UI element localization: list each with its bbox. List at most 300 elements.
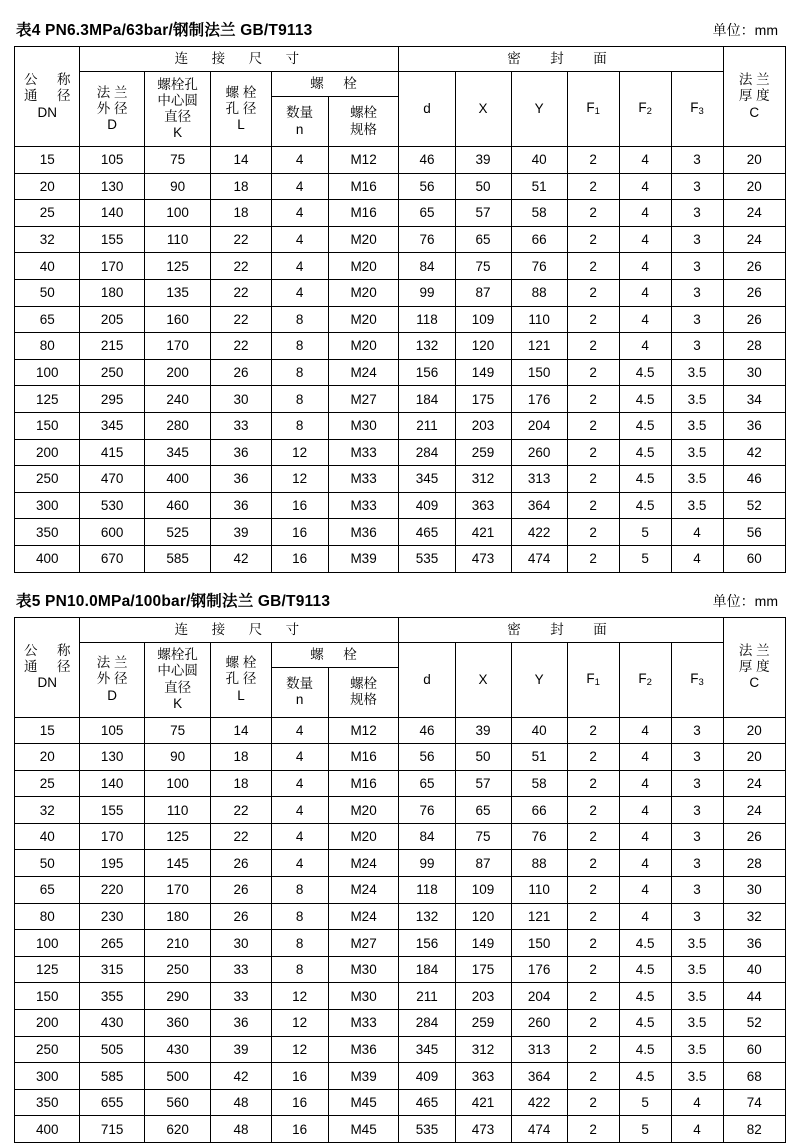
cell-k: 100 [144, 770, 210, 797]
cell-d: 215 [80, 333, 144, 360]
header-cell-f2: $F_2$ [619, 642, 671, 717]
cell-x: 65 [455, 226, 511, 253]
cell-d2: 535 [399, 1116, 455, 1143]
cell-l: 39 [211, 519, 271, 546]
cell-spec: M16 [328, 770, 399, 797]
cell-x: 421 [455, 1089, 511, 1116]
cell-l: 26 [211, 903, 271, 930]
cell-k: 525 [144, 519, 210, 546]
cell-f3: 3 [671, 877, 723, 904]
cell-d2: 84 [399, 823, 455, 850]
cell-f2: 5 [619, 545, 671, 572]
cell-c: 26 [723, 823, 785, 850]
cell-spec: M45 [328, 1089, 399, 1116]
cell-spec: M24 [328, 903, 399, 930]
cell-y: 260 [511, 439, 567, 466]
cell-n: 16 [271, 1116, 328, 1143]
cell-c: 26 [723, 253, 785, 280]
header-cell-y: Y [511, 72, 567, 147]
cell-n: 8 [271, 306, 328, 333]
cell-spec: M27 [328, 386, 399, 413]
cell-k: 430 [144, 1036, 210, 1063]
cell-y: 176 [511, 386, 567, 413]
cell-spec: M20 [328, 226, 399, 253]
cell-n: 8 [271, 333, 328, 360]
cell-f1: 2 [567, 1036, 619, 1063]
cell-d: 265 [80, 930, 144, 957]
cell-l: 26 [211, 359, 271, 386]
cell-d: 195 [80, 850, 144, 877]
cell-d: 530 [80, 492, 144, 519]
header-row-subgroups [15, 642, 786, 667]
cell-dn: 300 [15, 492, 80, 519]
cell-spec: M33 [328, 1010, 399, 1037]
cell-f3: 3 [671, 173, 723, 200]
table-caption-row-2 [14, 589, 786, 617]
cell-d: 670 [80, 545, 144, 572]
table-row [15, 226, 786, 253]
cell-n: 16 [271, 1063, 328, 1090]
header-cell-seal-face: 密 封 面 [399, 617, 723, 642]
header-cell-seal-face: 密 封 面 [399, 47, 723, 72]
cell-k: 180 [144, 903, 210, 930]
cell-f2: 4.5 [619, 439, 671, 466]
cell-f2: 5 [619, 1116, 671, 1143]
cell-spec: M16 [328, 200, 399, 227]
cell-dn: 200 [15, 1010, 80, 1037]
cell-f1: 2 [567, 386, 619, 413]
table-row [15, 1036, 786, 1063]
cell-y: 313 [511, 1036, 567, 1063]
table-row [15, 519, 786, 546]
cell-dn: 32 [15, 226, 80, 253]
cell-n: 12 [271, 1010, 328, 1037]
cell-k: 210 [144, 930, 210, 957]
cell-f2: 4 [619, 173, 671, 200]
header-cell-bolt-spec: 螺栓 规格 [328, 667, 399, 717]
cell-x: 75 [455, 253, 511, 280]
cell-l: 18 [211, 173, 271, 200]
cell-f2: 4 [619, 903, 671, 930]
cell-d: 250 [80, 359, 144, 386]
cell-n: 12 [271, 466, 328, 493]
cell-y: 474 [511, 1116, 567, 1143]
cell-n: 4 [271, 279, 328, 306]
cell-f3: 3.5 [671, 930, 723, 957]
cell-n: 12 [271, 439, 328, 466]
table-row [15, 359, 786, 386]
cell-k: 620 [144, 1116, 210, 1143]
header-cell-bolt: 螺 栓 [271, 642, 399, 667]
cell-f3: 3 [671, 200, 723, 227]
cell-dn: 250 [15, 466, 80, 493]
cell-c: 74 [723, 1089, 785, 1116]
table-row [15, 173, 786, 200]
header-cell-f1: $F_1$ [567, 72, 619, 147]
cell-y: 58 [511, 200, 567, 227]
table-row [15, 200, 786, 227]
cell-y: 121 [511, 903, 567, 930]
cell-n: 4 [271, 744, 328, 771]
header-cell-f2: $F_2$ [619, 72, 671, 147]
cell-f3: 4 [671, 545, 723, 572]
cell-l: 18 [211, 770, 271, 797]
cell-f3: 3.5 [671, 1063, 723, 1090]
header-cell-bolt-circle: 螺栓孔 中心圆 直径 K [144, 72, 210, 147]
cell-y: 66 [511, 226, 567, 253]
cell-spec: M33 [328, 439, 399, 466]
cell-f2: 4 [619, 823, 671, 850]
header-cell-f3: $F_3$ [671, 642, 723, 717]
cell-y: 88 [511, 279, 567, 306]
cell-n: 8 [271, 956, 328, 983]
cell-n: 8 [271, 386, 328, 413]
cell-l: 36 [211, 492, 271, 519]
cell-k: 170 [144, 877, 210, 904]
cell-f1: 2 [567, 333, 619, 360]
cell-c: 30 [723, 877, 785, 904]
cell-f3: 3 [671, 903, 723, 930]
table-row [15, 492, 786, 519]
cell-f2: 4 [619, 147, 671, 174]
header-cell-bolt-count: 数量 n [271, 667, 328, 717]
cell-dn: 250 [15, 1036, 80, 1063]
cell-d2: 409 [399, 1063, 455, 1090]
header-cell-bolt: 螺 栓 [271, 72, 399, 97]
cell-k: 100 [144, 200, 210, 227]
cell-y: 51 [511, 173, 567, 200]
cell-dn: 400 [15, 1116, 80, 1143]
cell-d2: 65 [399, 770, 455, 797]
table-title-2: 表5 PN10.0MPa/100bar/钢制法兰 GB/T9113 [16, 589, 330, 611]
cell-f3: 3.5 [671, 956, 723, 983]
cell-f3: 3.5 [671, 466, 723, 493]
cell-dn: 20 [15, 173, 80, 200]
cell-n: 4 [271, 253, 328, 280]
cell-l: 30 [211, 386, 271, 413]
cell-f3: 3 [671, 226, 723, 253]
cell-spec: M20 [328, 797, 399, 824]
header-cell-f1: $F_1$ [567, 642, 619, 717]
cell-f2: 4 [619, 200, 671, 227]
cell-n: 12 [271, 1036, 328, 1063]
table-row [15, 797, 786, 824]
cell-l: 30 [211, 930, 271, 957]
cell-d2: 84 [399, 253, 455, 280]
table-row [15, 333, 786, 360]
table-caption-row-1 [14, 18, 786, 46]
cell-l: 22 [211, 797, 271, 824]
cell-f2: 4 [619, 744, 671, 771]
cell-l: 22 [211, 333, 271, 360]
cell-f3: 3 [671, 147, 723, 174]
table-row [15, 412, 786, 439]
cell-f3: 3 [671, 850, 723, 877]
cell-l: 22 [211, 253, 271, 280]
cell-y: 88 [511, 850, 567, 877]
cell-d2: 156 [399, 930, 455, 957]
cell-c: 60 [723, 1036, 785, 1063]
cell-f1: 2 [567, 744, 619, 771]
cell-f3: 3 [671, 333, 723, 360]
header-cell-x: X [455, 642, 511, 717]
cell-x: 109 [455, 877, 511, 904]
cell-c: 24 [723, 797, 785, 824]
cell-y: 51 [511, 744, 567, 771]
table-row [15, 823, 786, 850]
cell-y: 204 [511, 983, 567, 1010]
cell-spec: M20 [328, 306, 399, 333]
table-row [15, 903, 786, 930]
cell-x: 203 [455, 412, 511, 439]
cell-x: 57 [455, 770, 511, 797]
header-cell-d: d [399, 72, 455, 147]
cell-f2: 4 [619, 770, 671, 797]
cell-k: 290 [144, 983, 210, 1010]
cell-k: 90 [144, 173, 210, 200]
cell-d2: 184 [399, 956, 455, 983]
cell-f1: 2 [567, 173, 619, 200]
header-cell-bolt-count: 数量 n [271, 97, 328, 147]
table-row [15, 386, 786, 413]
header-cell-d: d [399, 642, 455, 717]
cell-d: 345 [80, 412, 144, 439]
cell-dn: 125 [15, 956, 80, 983]
cell-f3: 4 [671, 1089, 723, 1116]
cell-k: 110 [144, 797, 210, 824]
cell-n: 8 [271, 412, 328, 439]
cell-spec: M36 [328, 1036, 399, 1063]
cell-spec: M20 [328, 253, 399, 280]
cell-l: 48 [211, 1089, 271, 1116]
cell-f1: 2 [567, 306, 619, 333]
cell-x: 175 [455, 386, 511, 413]
header-cell-bolt-hole-dia: 螺 栓 孔 径 L [211, 72, 271, 147]
cell-x: 87 [455, 850, 511, 877]
cell-f2: 4.5 [619, 492, 671, 519]
header-cell-bolt-spec: 螺栓 规格 [328, 97, 399, 147]
cell-dn: 65 [15, 877, 80, 904]
cell-d2: 46 [399, 147, 455, 174]
cell-y: 260 [511, 1010, 567, 1037]
cell-c: 44 [723, 983, 785, 1010]
cell-f1: 2 [567, 983, 619, 1010]
cell-f2: 4.5 [619, 930, 671, 957]
cell-n: 4 [271, 797, 328, 824]
cell-x: 109 [455, 306, 511, 333]
cell-n: 4 [271, 226, 328, 253]
cell-y: 364 [511, 492, 567, 519]
cell-x: 259 [455, 439, 511, 466]
cell-spec: M39 [328, 1063, 399, 1090]
cell-d2: 465 [399, 519, 455, 546]
cell-f2: 4 [619, 850, 671, 877]
cell-l: 18 [211, 744, 271, 771]
cell-l: 42 [211, 545, 271, 572]
cell-y: 121 [511, 333, 567, 360]
cell-d: 155 [80, 797, 144, 824]
cell-f1: 2 [567, 439, 619, 466]
table-row [15, 717, 786, 744]
flange-table-2 [14, 617, 786, 1143]
table-title-1: 表4 PN6.3MPa/63bar/钢制法兰 GB/T9113 [16, 18, 313, 40]
cell-n: 4 [271, 147, 328, 174]
cell-y: 40 [511, 717, 567, 744]
cell-f2: 4 [619, 279, 671, 306]
cell-c: 32 [723, 903, 785, 930]
cell-spec: M20 [328, 823, 399, 850]
cell-n: 16 [271, 1089, 328, 1116]
cell-l: 14 [211, 717, 271, 744]
cell-n: 12 [271, 983, 328, 1010]
cell-d: 295 [80, 386, 144, 413]
cell-f3: 3 [671, 253, 723, 280]
cell-d: 355 [80, 983, 144, 1010]
cell-d: 430 [80, 1010, 144, 1037]
cell-d2: 184 [399, 386, 455, 413]
cell-f3: 3.5 [671, 439, 723, 466]
cell-c: 26 [723, 306, 785, 333]
cell-c: 28 [723, 850, 785, 877]
cell-f2: 4 [619, 253, 671, 280]
cell-dn: 150 [15, 983, 80, 1010]
cell-x: 363 [455, 492, 511, 519]
cell-f3: 3.5 [671, 359, 723, 386]
cell-f3: 3 [671, 306, 723, 333]
cell-x: 473 [455, 1116, 511, 1143]
cell-f3: 3.5 [671, 1036, 723, 1063]
cell-d: 105 [80, 147, 144, 174]
cell-d2: 284 [399, 439, 455, 466]
cell-f1: 2 [567, 226, 619, 253]
cell-d2: 345 [399, 466, 455, 493]
cell-l: 36 [211, 439, 271, 466]
cell-dn: 100 [15, 359, 80, 386]
cell-c: 82 [723, 1116, 785, 1143]
cell-f3: 3 [671, 823, 723, 850]
cell-c: 24 [723, 200, 785, 227]
cell-f3: 3 [671, 770, 723, 797]
cell-f2: 4 [619, 333, 671, 360]
cell-d: 155 [80, 226, 144, 253]
header-cell-thickness: 法 兰 厚 度 C [723, 617, 785, 717]
cell-d: 140 [80, 770, 144, 797]
cell-f3: 3 [671, 744, 723, 771]
cell-f2: 4 [619, 226, 671, 253]
cell-n: 16 [271, 519, 328, 546]
cell-d: 470 [80, 466, 144, 493]
cell-k: 585 [144, 545, 210, 572]
cell-l: 33 [211, 983, 271, 1010]
cell-spec: M16 [328, 173, 399, 200]
header-row-subgroups [15, 72, 786, 97]
cell-d2: 76 [399, 797, 455, 824]
cell-c: 46 [723, 466, 785, 493]
cell-l: 22 [211, 823, 271, 850]
cell-f1: 2 [567, 877, 619, 904]
header-row-groups [15, 617, 786, 642]
cell-c: 26 [723, 279, 785, 306]
cell-spec: M24 [328, 850, 399, 877]
table-unit-2: 单位：mm [713, 591, 784, 611]
table-row [15, 466, 786, 493]
cell-c: 40 [723, 956, 785, 983]
cell-f1: 2 [567, 253, 619, 280]
cell-l: 33 [211, 956, 271, 983]
cell-f1: 2 [567, 519, 619, 546]
cell-k: 75 [144, 717, 210, 744]
cell-c: 20 [723, 717, 785, 744]
cell-y: 40 [511, 147, 567, 174]
header-cell-dn: 公 称 通 径 DN [15, 47, 80, 147]
cell-d2: 56 [399, 744, 455, 771]
cell-c: 36 [723, 412, 785, 439]
cell-x: 120 [455, 333, 511, 360]
cell-x: 65 [455, 797, 511, 824]
header-cell-dn: 公 称 通 径 DN [15, 617, 80, 717]
cell-c: 30 [723, 359, 785, 386]
cell-x: 87 [455, 279, 511, 306]
cell-d2: 99 [399, 279, 455, 306]
cell-c: 24 [723, 770, 785, 797]
cell-d: 105 [80, 717, 144, 744]
cell-l: 36 [211, 466, 271, 493]
cell-f3: 3 [671, 717, 723, 744]
cell-x: 149 [455, 359, 511, 386]
cell-c: 34 [723, 386, 785, 413]
cell-f1: 2 [567, 850, 619, 877]
cell-f1: 2 [567, 1116, 619, 1143]
table-row [15, 877, 786, 904]
cell-k: 345 [144, 439, 210, 466]
cell-spec: M12 [328, 717, 399, 744]
table-row [15, 983, 786, 1010]
table-row [15, 147, 786, 174]
cell-k: 125 [144, 253, 210, 280]
cell-l: 48 [211, 1116, 271, 1143]
cell-f1: 2 [567, 717, 619, 744]
cell-l: 39 [211, 1036, 271, 1063]
cell-f2: 4.5 [619, 1063, 671, 1090]
cell-f1: 2 [567, 930, 619, 957]
cell-y: 76 [511, 253, 567, 280]
cell-k: 460 [144, 492, 210, 519]
cell-y: 66 [511, 797, 567, 824]
cell-x: 473 [455, 545, 511, 572]
cell-y: 150 [511, 359, 567, 386]
cell-k: 360 [144, 1010, 210, 1037]
header-row-groups [15, 47, 786, 72]
cell-x: 363 [455, 1063, 511, 1090]
cell-n: 4 [271, 823, 328, 850]
cell-f3: 3.5 [671, 412, 723, 439]
cell-x: 259 [455, 1010, 511, 1037]
table-row [15, 279, 786, 306]
cell-dn: 100 [15, 930, 80, 957]
cell-d2: 99 [399, 850, 455, 877]
cell-dn: 300 [15, 1063, 80, 1090]
cell-y: 150 [511, 930, 567, 957]
cell-f1: 2 [567, 956, 619, 983]
table-row [15, 545, 786, 572]
cell-spec: M39 [328, 545, 399, 572]
cell-l: 33 [211, 412, 271, 439]
cell-spec: M33 [328, 492, 399, 519]
cell-f3: 3.5 [671, 492, 723, 519]
cell-y: 76 [511, 823, 567, 850]
cell-f1: 2 [567, 545, 619, 572]
cell-k: 145 [144, 850, 210, 877]
